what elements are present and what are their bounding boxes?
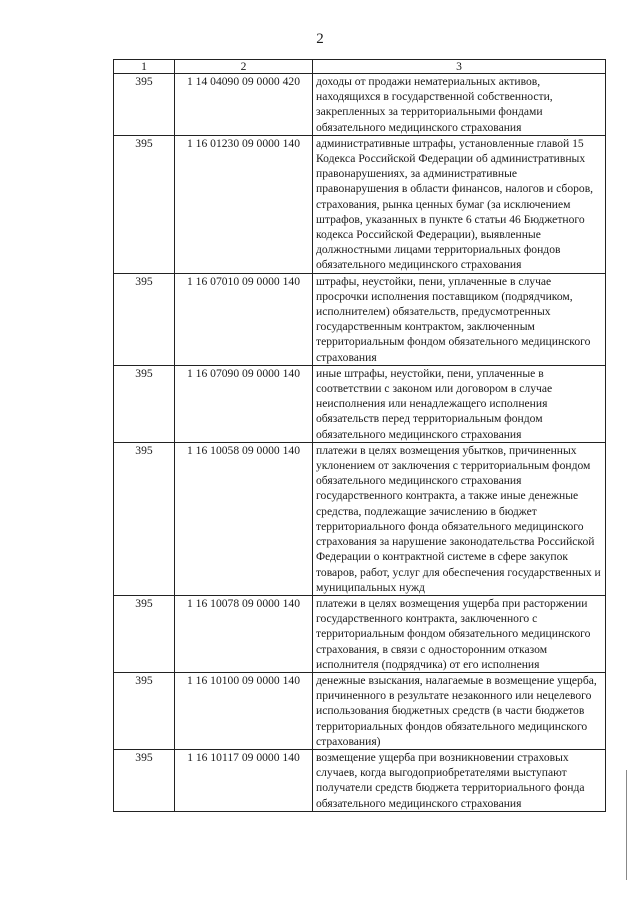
revenue-code-cell: 1 16 07010 09 0000 140 [175, 273, 313, 365]
admin-code-cell: 395 [114, 749, 175, 811]
revenue-code-cell: 1 16 10100 09 0000 140 [175, 672, 313, 749]
revenue-code-cell: 1 16 10058 09 0000 140 [175, 442, 313, 595]
admin-code-cell: 395 [114, 273, 175, 365]
admin-code-cell: 395 [114, 135, 175, 273]
revenue-code-cell: 1 16 01230 09 0000 140 [175, 135, 313, 273]
revenue-name-cell: платежи в целях возмещения убытков, причиненных уклонением от заключения с территориальным фондом обязательного медицинского страхования государственного контракта, а также иные денежные средства, подлежащие зачислению в бюджет территориального фонда обязательного медицинского страхования за нарушение законодательства Российской Федерации о контрактной системе в сфере закупок товаров, работ, услуг для обеспечения государственных и муниципальных нужд [313, 442, 606, 595]
table-row [114, 672, 606, 749]
revenue-name-cell: иные штрафы, неустойки, пени, уплаченные в соответствии с законом или договором в случае неисполнения или ненадлежащего исполнения обязательств перед территориальным фондом обязательного медицинского страхования [313, 365, 606, 442]
table-row [114, 135, 606, 273]
table-row [114, 273, 606, 365]
admin-code-cell: 395 [114, 442, 175, 595]
scan-edge-mark [626, 770, 627, 880]
revenue-code-cell: 1 16 10078 09 0000 140 [175, 595, 313, 672]
table-row [114, 442, 606, 595]
revenue-name-cell: доходы от продажи нематериальных активов, находящихся в государственной собственности, закрепленных за территориальными фондами обязательного медицинского страхования [313, 74, 606, 136]
revenue-name-cell: административные штрафы, установленные главой 15 Кодекса Российской Федерации об административных правонарушениях, за административные правонарушения в области финансов, налогов и сборов, страхования, рынка ценных бумаг (за исключением штрафов, указанных в пункте 6 статьи 46 Бюджетного кодекса Российской Федерации), выявленные должностными лицами территориальных фондов обязательного медицинского страхования [313, 135, 606, 273]
revenue-name-cell: возмещение ущерба при возникновении страховых случаев, когда выгодоприобретателями выступают получатели средств бюджета территориального фонда обязательного медицинского страхования [313, 749, 606, 811]
header-column-3: 3 [313, 60, 606, 74]
admin-code-cell: 395 [114, 672, 175, 749]
admin-code-cell: 395 [114, 365, 175, 442]
revenue-name-cell: платежи в целях возмещения ущерба при расторжении государственного контракта, заключенного с территориальным фондом обязательного медицинского страхования, в связи с односторонним отказом исполнителя (подрядчика) от его исполнения [313, 595, 606, 672]
table-row [114, 74, 606, 136]
revenue-code-cell: 1 14 04090 09 0000 420 [175, 74, 313, 136]
header-column-1: 1 [114, 60, 175, 74]
admin-code-cell: 395 [114, 74, 175, 136]
header-column-2: 2 [175, 60, 313, 74]
revenue-code-cell: 1 16 10117 09 0000 140 [175, 749, 313, 811]
page-number: 2 [316, 31, 324, 47]
table-row [114, 365, 606, 442]
revenue-name-cell: денежные взыскания, налагаемые в возмещение ущерба, причиненного в результате незаконного или нецелевого использования бюджетных средств (в части бюджетов территориальных фондов обязательного медицинского страхования) [313, 672, 606, 749]
admin-code-cell: 395 [114, 595, 175, 672]
table-row [114, 749, 606, 811]
revenue-code-cell: 1 16 07090 09 0000 140 [175, 365, 313, 442]
revenue-codes-table [113, 59, 606, 812]
revenue-name-cell: штрафы, неустойки, пени, уплаченные в случае просрочки исполнения поставщиком (подрядчиком, исполнителем) обязательств, предусмотренных государственным контрактом, заключенным территориальным фондом обязательного медицинского страхования [313, 273, 606, 365]
table-row [114, 595, 606, 672]
table-header-row [114, 60, 606, 74]
